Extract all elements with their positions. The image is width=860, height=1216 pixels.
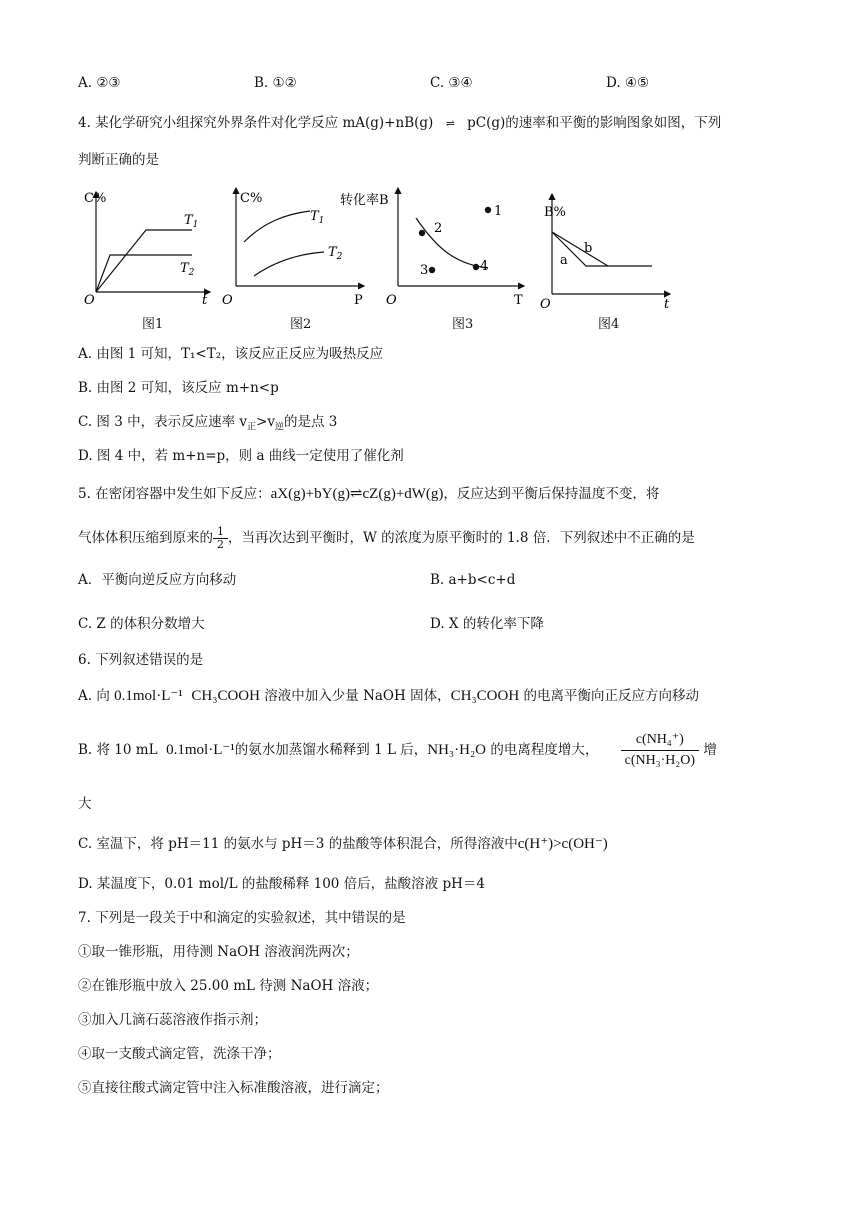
q5-option-b: B. a+b<c+d (430, 572, 516, 588)
q5-equation: aX(g)+bY(g)⇌cZ(g)+dW(g) (270, 486, 444, 502)
figure-4 (540, 178, 680, 312)
q6-option-d: D. 某温度下，0.01 mol/L 的盐酸稀释 100 倍后，盐酸溶液 pH＝4 (78, 876, 485, 892)
figure-3 (340, 178, 530, 312)
fig2-ylabel: C% (240, 191, 263, 206)
fig1-origin: O (84, 293, 95, 308)
equilibrium-arrow-icon: ⇌ (445, 117, 455, 130)
q3-option-d: D. ④⑤ (606, 75, 650, 91)
q6-b-fraction: $\frac{\text{c(NH₄⁺)}}{\text{c(NH₃·H₂O)}}$ (621, 730, 699, 771)
q4-option-c: C. 图 3 中，表示反应速率 $v_正>v_逆$的是点 3 (78, 414, 338, 433)
q7-stem: 7. 下列是一段关于中和滴定的实验叙述，其中错误的是 (78, 910, 406, 926)
q6-option-b-cont: 大 (78, 796, 92, 812)
fig2-curve-t2 (254, 252, 324, 276)
q6-option-c: C. 室温下，将 pH＝11 的氨水与 pH＝3 的盐酸等体积混合，所得溶液中c(H⁺)>c(OH⁻) (78, 836, 608, 852)
q6-stem: 6. 下列叙述错误的是 (78, 652, 204, 668)
fig1-ylabel: C% (84, 191, 107, 206)
q4-option-d: D. 图 4 中，若 m+n=p，则 a 曲线一定使用了催化剂 (78, 448, 404, 464)
figure-1-caption: 图1 (142, 317, 164, 332)
q6-option-a: A. 向 0.1mol·L⁻¹ CH₃COOH 溶液中加入少量 NaOH 固体，CH₃COOH 的电离平衡向正反应方向移动 (78, 688, 699, 704)
q7-step-4: ④取一支酸式滴定管，洗涤干净； (78, 1046, 281, 1062)
q7-step-2: ②在锥形瓶中放入 25.00 mL 待测 NaOH 溶液； (78, 978, 379, 994)
fig1-xlabel: t (202, 293, 208, 308)
fig3-curve (416, 218, 488, 268)
q5-option-c: C. Z 的体积分数增大 (78, 616, 205, 632)
q7-step-5: ⑤直接往酸式滴定管中注入标准酸溶液，进行滴定； (78, 1080, 389, 1096)
fig4-origin: O (540, 297, 551, 312)
fig3-point-2 (419, 230, 425, 236)
fig2-curve-t1 (244, 211, 310, 242)
fig2-origin: O (222, 293, 233, 308)
fig2-xlabel: P (354, 293, 363, 308)
q4-stem-part1: 4. 某化学研究小组探究外界条件对化学反应 mA(g)+nB(g) (78, 115, 434, 131)
fig4-xlabel: t (664, 297, 670, 312)
q5-option-d: D. X 的转化率下降 (430, 616, 544, 632)
q4-option-a: A. 由图 1 可知，T₁<T₂，该反应正反应为吸热反应 (78, 346, 384, 362)
q3-option-a: A. ②③ (78, 75, 121, 91)
fig1-label-t2: $T_2$ (180, 261, 195, 278)
q5-option-a: A．平衡向逆反应方向移动 (78, 572, 237, 588)
q5-stem-line1: 5. 在密闭容器中发生如下反应：aX(g)+bY(g)⇌cZ(g)+dW(g)，反应达到平衡后保持温度不变，将 (78, 486, 660, 502)
q5-stem-line2: 气体体积压缩到原来的 $\frac{1}{2}$ ，当再次达到平衡时，W 的浓度为原平衡时的 1.8 倍．下列叙述中不正确的是 (78, 525, 695, 551)
q7-step-1: ①取一锥形瓶，用待测 NaOH 溶液润洗两次； (78, 944, 359, 960)
fig3-label-2: 2 (434, 221, 443, 236)
fig3-label-3: 3 (420, 263, 429, 278)
fig3-ylabel: 转化率B (340, 193, 389, 208)
fig3-point-1 (485, 207, 491, 213)
q4-stem-line1 (78, 113, 721, 134)
q3-option-b: B. ①② (254, 75, 297, 91)
fig3-point-4 (473, 264, 479, 270)
q4-stem-line2: 判断正确的是 (78, 152, 159, 168)
fig3-origin: O (386, 293, 397, 308)
figure-1 (84, 178, 214, 312)
q7-step-3: ③加入几滴石蕊溶液作指示剂； (78, 1012, 267, 1028)
q3-option-c: C. ③④ (430, 75, 473, 91)
figure-2-caption: 图2 (290, 317, 312, 332)
q5-fraction: $\frac{1}{2}$ (213, 526, 228, 551)
fig3-label-4: 4 (480, 259, 489, 274)
fig4-label-a: a (560, 253, 568, 268)
fig2-label-t1: $T_1$ (310, 209, 325, 226)
fig3-xlabel: T (514, 293, 523, 308)
fig3-point-3 (429, 267, 435, 273)
figure-4-caption: 图4 (598, 317, 620, 332)
fig1-label-t1: $T_1$ (184, 213, 199, 230)
q4-stem-part2: pC(g)的速率和平衡的影响图象如图，下列 (467, 115, 722, 131)
q4-option-b: B. 由图 2 可知，该反应 m+n<p (78, 380, 279, 396)
fig4-label-b: b (584, 241, 593, 256)
fig3-label-1: 1 (494, 204, 503, 219)
figure-3-caption: 图3 (452, 317, 474, 332)
fig4-ylabel: B% (544, 205, 566, 220)
fig2-label-t2: $T_2$ (328, 245, 343, 262)
fig1-curve-t1 (96, 230, 192, 292)
q6-option-b: B. 将 10 mL 0.1mol·L⁻¹的氨水加蒸馏水稀释到 1 L 后，NH₃·H₂O 的电离程度增大， $\frac{\text{c(NH₄⁺)}}{\text{c(NH₃·H₂O)}}$ 增 (78, 730, 717, 771)
